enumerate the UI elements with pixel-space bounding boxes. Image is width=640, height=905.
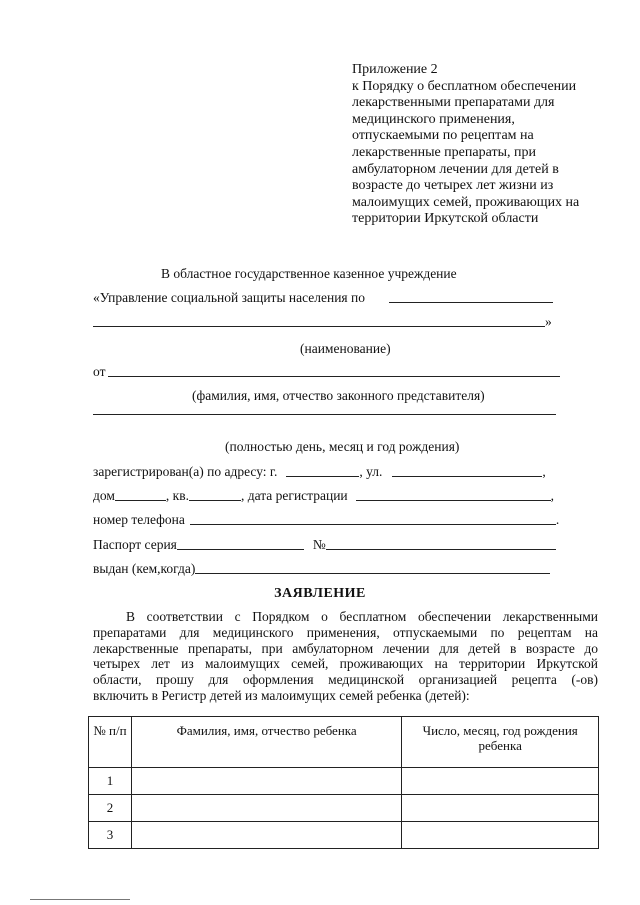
flat-label: , кв.: [165, 488, 189, 503]
appendix-line: отпускаемыми по рецептам на: [352, 128, 534, 144]
caption-name: (наименование): [300, 341, 391, 356]
addressee-line-1: В областное государственное казенное учреждение: [161, 266, 457, 281]
row-number: 3: [89, 822, 132, 849]
appendix-line: возрасте до четырех лет жизни из: [352, 178, 554, 194]
statement-line: области, прошу для оформления медицинской организацией рецепта (-ов): [93, 672, 598, 688]
statement-line: препаратами для медицинского применения, отпускаемыми по рецептам на: [93, 624, 598, 640]
addressee-continuation-blank[interactable]: [93, 325, 545, 327]
comma: ,: [542, 464, 546, 479]
street-label: , ул.: [359, 464, 383, 479]
from-blank[interactable]: [108, 375, 560, 377]
appendix-line: к Порядку о бесплатном обеспечении: [352, 78, 577, 94]
footer-divider: [30, 899, 130, 900]
appendix-line: территории Иркутской области: [352, 211, 539, 227]
issued-label: выдан (кем,когда): [93, 561, 196, 576]
table-header-row: [89, 717, 599, 768]
registered-label: зарегистрирован(а) по адресу: г.: [93, 464, 278, 479]
passport-field[interactable]: [93, 537, 573, 553]
header-fio: Фамилия, имя, отчество ребенка: [131, 717, 401, 768]
statement-title: ЗАЯВЛЕНИЕ: [274, 586, 366, 601]
statement-line: включить в Регистр детей из малоимущих семей ребенка (детей):: [93, 687, 470, 703]
child-fio-cell[interactable]: [131, 795, 401, 822]
passport-number-blank[interactable]: [326, 548, 556, 550]
house-blank[interactable]: [115, 499, 166, 501]
header-number: № п/п: [89, 717, 132, 768]
caption-fio: (фамилия, имя, отчество законного представителя): [192, 388, 485, 403]
passport-label: Паспорт серия: [93, 537, 177, 552]
appendix-note: [352, 62, 612, 228]
reg-date-blank[interactable]: [356, 499, 551, 501]
number-label: №: [312, 537, 326, 552]
caption-birth: (полностью день, месяц и год рождения): [225, 439, 460, 454]
header-birth: Число, месяц, год рождения ребенка: [402, 717, 599, 768]
statement-line: лекарственные препараты, при амбулаторном лечении для детей в возрасте до: [93, 640, 598, 656]
children-table: [88, 716, 599, 849]
table-row: [89, 795, 599, 822]
statement-line: четырех лет из малоимущих семей, проживающих на территории Иркутской: [93, 656, 598, 672]
street-blank[interactable]: [392, 475, 542, 477]
house-field[interactable]: [93, 488, 573, 504]
child-birth-cell[interactable]: [402, 822, 599, 849]
closing-quote: »: [545, 314, 552, 329]
phone-blank[interactable]: [190, 523, 556, 525]
addressee-blank[interactable]: [389, 301, 553, 303]
comma-2: ,: [550, 488, 555, 503]
period: .: [555, 512, 560, 527]
addressee-field[interactable]: [93, 290, 553, 306]
table-row: [89, 822, 599, 849]
child-fio-cell[interactable]: [131, 768, 401, 795]
birth-blank[interactable]: [93, 413, 556, 415]
appendix-line: медицинского применения,: [352, 111, 515, 127]
row-number: 2: [89, 795, 132, 822]
issued-field[interactable]: [93, 561, 573, 577]
child-birth-cell[interactable]: [402, 768, 599, 795]
appendix-line: амбулаторном лечении для детей в: [352, 161, 559, 177]
issued-blank[interactable]: [195, 572, 550, 574]
from-field[interactable]: [93, 364, 563, 380]
phone-label: номер телефона: [93, 512, 185, 527]
child-fio-cell[interactable]: [131, 822, 401, 849]
appendix-line: малоимущих семей, проживающих на: [352, 194, 580, 210]
appendix-line: Приложение 2: [352, 62, 438, 77]
birth-field[interactable]: [93, 413, 563, 418]
address-field[interactable]: [93, 464, 573, 480]
statement-paragraph: [93, 609, 598, 704]
addressee-line-2: «Управление социальной защиты населения по: [93, 290, 365, 305]
reg-date-label: , дата регистрации: [240, 488, 348, 503]
flat-blank[interactable]: [189, 499, 241, 501]
house-label: дом: [93, 488, 115, 503]
child-birth-cell[interactable]: [402, 795, 599, 822]
statement-line: В соответствии с Порядком о бесплатном обеспечении лекарственными: [126, 609, 598, 624]
appendix-line: лекарственные препараты, при: [352, 144, 536, 160]
appendix-line: лекарственными препаратами для: [352, 95, 555, 111]
from-label: от: [93, 364, 106, 379]
addressee-continuation-field[interactable]: [93, 314, 563, 330]
row-number: 1: [89, 768, 132, 795]
passport-series-blank[interactable]: [177, 548, 304, 550]
table-row: [89, 768, 599, 795]
phone-field[interactable]: [93, 512, 573, 528]
city-blank[interactable]: [286, 475, 359, 477]
